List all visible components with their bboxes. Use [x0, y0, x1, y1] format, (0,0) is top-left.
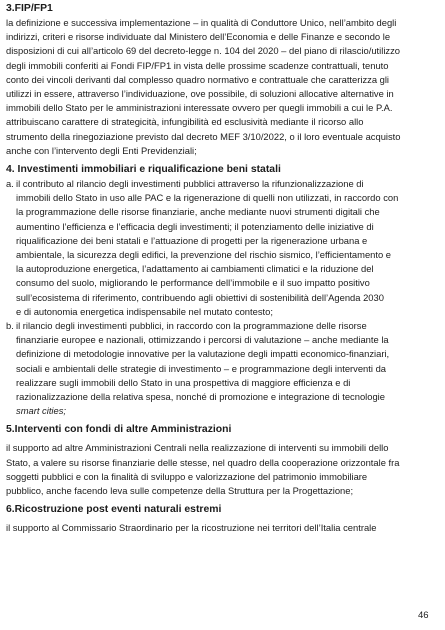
section-investimenti — [6, 163, 439, 418]
section-heading: 6.Ricostruzione post eventi naturali estremi — [6, 504, 222, 516]
numbered-list — [6, 177, 439, 418]
text-line: indirizzi, criteri e risorse individuate dal Ministero dell’Economia e delle Finanze e secondo le — [6, 31, 391, 43]
list-item-text — [16, 177, 439, 319]
text-line: realizzare sugli immobili dello Stato in una prospettiva di maggiore efficienza e di — [16, 376, 351, 388]
list-item-text — [16, 319, 439, 418]
list-marker: b. — [6, 320, 14, 332]
text-line: consumo del suolo, migliorando le performance dell’immobile e il suo impatto positivo — [16, 277, 370, 289]
text-line: pubblico, anche facendo leva sulle competenze della Struttura per la Progettazione; — [6, 485, 354, 497]
text-line: la programmazione delle risorse finanziarie, anche mediante nuovi strumenti digitali che — [16, 206, 380, 218]
text-line: il supporto ad altre Amministrazioni Centrali nella realizzazione di interventi su immobili dello — [6, 442, 389, 454]
text-line: aumentino l’efficienza e l’efficacia degli investimenti; il potenziamento delle iniziative di — [16, 220, 374, 232]
list-marker: a. — [6, 178, 14, 190]
text-line-italic: smart cities; — [16, 405, 67, 417]
text-line: degli immobili conferiti ai Fondi FIP/FP1 in vista delle prossime scadenze contrattuali, tenuto — [6, 59, 389, 71]
text-line: la autoproduzione energetica, l’adattamento ai cambiamenti climatici e la riduzione del — [16, 263, 374, 275]
text-line: strumento della rinegoziazione previsto dal decreto MEF 3/10/2022, o il loro eventuale acquisto — [6, 130, 401, 142]
text-line: conto dei vincoli derivanti dal complesso quadro normativo e contrattuale che caratterizza gli — [6, 73, 390, 85]
section-heading: 4. Investimenti immobiliari e riqualificazione beni statali — [6, 164, 281, 176]
text-line: sociali e ambientali delle strategie di investimento – e programmazione degli interventi da — [16, 362, 386, 374]
section-heading: 5.Interventi con fondi di altre Amministrazioni — [6, 424, 232, 436]
section-body — [6, 441, 439, 498]
section-body — [6, 16, 439, 158]
text-line: soggetti pubblici e con la finalità di sviluppo e valorizzazione del patrimonio immobiliare — [6, 470, 368, 482]
text-line: disposizioni di cui all’articolo 69 del decreto-legge n. 104 del 2020 – del piano di rilascio/utilizzo — [6, 45, 400, 57]
text-line: immobili dello Stato in uso alle PAC e la rigenerazione di quelli non utilizzati, in raccordo con — [16, 192, 399, 204]
list-item — [6, 319, 439, 418]
text-line: la definizione e successiva implementazione – in qualità di Conduttore Unico, nell’ambito degli — [6, 17, 397, 28]
text-line: riqualificazione dei beni statali e l’attuazione di progetti per la rigenerazione urbana e — [16, 234, 368, 246]
section-fondi-altre-amministrazioni — [6, 423, 439, 498]
text-line: sull’ecosistema di riferimento, contribuendo agli obiettivi di sostenibilità dell’Agenda 2030 — [16, 291, 384, 303]
text-line: immobili dello Stato per le amministrazioni interessate ovvero per quegli immobili a cui le P.A. — [6, 102, 393, 114]
text-line: finanziarie europee e nazionali, ottimizzando i percorsi di valutazione – anche mediante la — [16, 334, 389, 346]
text-line: razionalizzazione della relativa spesa, nonché di promozione e integrazione di tecnologie — [16, 391, 385, 403]
list-item — [6, 177, 439, 319]
text-line: Stato, a valere su risorse finanziarie delle stesse, nel quadro della cooperazione orizzontale fra — [6, 456, 400, 468]
section-body — [6, 521, 439, 535]
section-fip-fp1 — [6, 2, 439, 158]
text-line: il rilancio degli investimenti pubblici, in raccordo con la programmazione delle risorse — [16, 320, 367, 332]
text-line: il supporto al Commissario Straordinario per la ricostruzione nei territori dell’Italia centrale — [6, 522, 377, 534]
text-line: il contributo al rilancio degli investimenti pubblici attraverso la rifunzionalizzazione di — [16, 178, 364, 190]
text-line: e di autonomia energetica indispensabile nel mutato contesto; — [16, 305, 273, 317]
page-number: 46 — [418, 610, 429, 621]
text-line: attribuiscano carattere di strategicità, infungibilità ed esclusività mediante il ricorso allo — [6, 116, 364, 128]
text-line: anche con l’intervento degli Enti Previdenziali; — [6, 144, 197, 156]
section-heading: 3.FIP/FP1 — [6, 3, 53, 14]
text-line: ambientale, la sicurezza degli edifici, la prevenzione del rischio sismico, l’efficientamento e — [16, 249, 392, 261]
document-page — [6, 2, 439, 536]
section-ricostruzione — [6, 503, 439, 535]
text-line: definizione di metodologie innovative per la valutazione degli impatti economico-finanziari, — [16, 348, 390, 360]
text-line: utilizzi in essere, attraverso l’individuazione, ove possibile, di soluzioni allocative alternative in — [6, 88, 394, 100]
